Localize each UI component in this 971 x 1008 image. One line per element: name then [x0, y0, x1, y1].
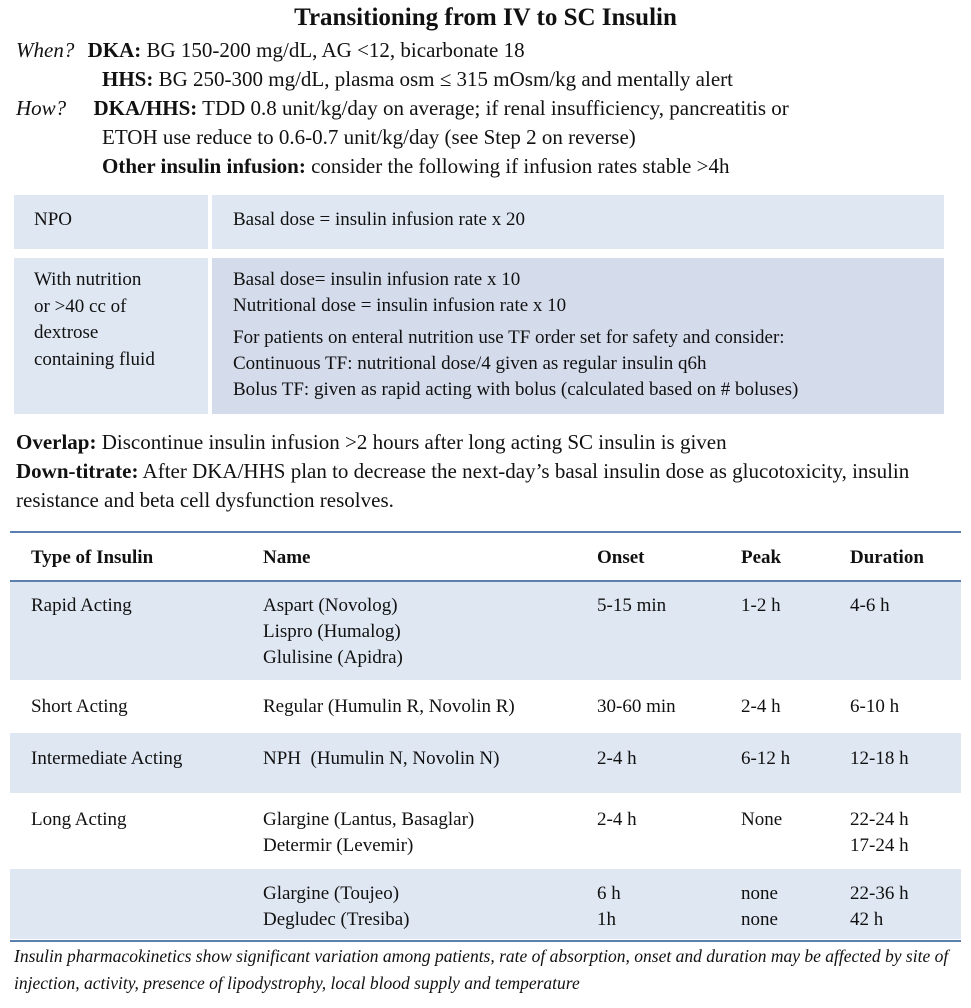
dka-hhs-term: DKA/HHS: — [93, 96, 198, 120]
nutrition-text — [233, 267, 798, 403]
overlap-text: Discontinue insulin infusion >2 hours after long acting SC insulin is given — [96, 430, 727, 454]
header-peak: Peak — [741, 547, 782, 568]
table-row — [10, 869, 961, 939]
row-short-peak: 2-4 h — [741, 696, 781, 717]
insulin-name: Glulisine (Apidra) — [263, 647, 403, 668]
how-text-1: TDD 0.8 unit/kg/day on average; if renal insufficiency, pancreatitis or — [197, 96, 789, 120]
row-ultralong-names — [263, 881, 410, 933]
header-duration: Duration — [850, 547, 924, 568]
page-title: Transitioning from IV to SC Insulin — [294, 4, 677, 31]
npo-text: Basal dose = insulin infusion rate x 20 — [233, 209, 525, 230]
row-intermediate-onset: 2-4 h — [597, 748, 637, 769]
hhs-criteria: BG 250-300 mg/dL, plasma osm ≤ 315 mOsm/kg and mentally alert — [153, 67, 733, 91]
nutrition-label-line: containing fluid — [34, 348, 155, 370]
row-rapid-names — [263, 593, 403, 671]
other-infusion-text: consider the following if infusion rates stable >4h — [305, 154, 730, 178]
row-intermediate-duration: 12-18 h — [850, 748, 909, 769]
when-line-hhs — [102, 67, 733, 92]
when-line-dka — [16, 38, 525, 63]
nutritional-dose-line: Nutritional dose = insulin infusion rate x 10 — [233, 295, 567, 316]
down-titrate-term: Down-titrate: — [16, 459, 139, 483]
table-top-rule — [10, 531, 961, 533]
row-long-peak: None — [741, 809, 783, 830]
insulin-name: Determir (Levemir) — [263, 835, 414, 856]
insulin-name: Aspart (Novolog) — [263, 595, 398, 616]
row-long-duration — [850, 807, 909, 859]
row-short-duration: 6-10 h — [850, 696, 900, 717]
nutrition-label-line: or >40 cc of — [34, 295, 127, 317]
row-intermediate-type: Intermediate Acting — [31, 748, 183, 769]
row-rapid-type: Rapid Acting — [31, 595, 132, 616]
row-long-type: Long Acting — [31, 809, 127, 830]
peak-value: none — [741, 883, 778, 904]
row-short-type: Short Acting — [31, 696, 128, 717]
how-line-1 — [16, 96, 789, 121]
insulin-name: Glargine (Lantus, Basaglar) — [263, 809, 475, 830]
insulin-name: Lispro (Humalog) — [263, 621, 401, 642]
nutrition-label — [34, 267, 155, 373]
row-ultralong-duration — [850, 881, 909, 933]
overlap-section — [16, 428, 956, 515]
dka-term: DKA: — [87, 38, 142, 62]
footnote: Insulin pharmacokinetics show significant variation among patients, rate of absorption, onset and duration may be affected by site of injection, activity, presence of lipodystrophy, local blood supply and temperature — [14, 946, 949, 993]
overlap-line — [16, 428, 956, 457]
npo-label: NPO — [34, 209, 73, 230]
row-short-name: Regular (Humulin R, Novolin R) — [263, 696, 515, 717]
how-line-2: ETOH use reduce to 0.6-0.7 unit/kg/day (see Step 2 on reverse) — [102, 125, 636, 149]
insulin-name: Degludec (Tresiba) — [263, 909, 410, 930]
table-bottom-rule — [10, 940, 961, 942]
onset-value: 6 h — [597, 883, 621, 904]
row-intermediate-name: NPH (Humulin N, Novolin N) — [263, 748, 500, 769]
nutrition-label-line: dextrose — [34, 322, 99, 343]
table-row — [10, 582, 961, 680]
row-rapid-peak: 1-2 h — [741, 595, 781, 616]
insulin-name: Glargine (Toujeo) — [263, 883, 400, 904]
bolus-tf-line: Bolus TF: given as rapid acting with bolus (calculated based on # boluses) — [233, 379, 799, 400]
down-titrate-text: After DKA/HHS plan to decrease the next-day’s basal insulin dose as glucotoxicity, insulin resistance and beta cell dysfunction resolves. — [16, 459, 910, 512]
how-line-3 — [102, 154, 729, 179]
header-type: Type of Insulin — [31, 547, 154, 568]
peak-value: none — [741, 909, 778, 930]
row-intermediate-peak: 6-12 h — [741, 748, 791, 769]
row-long-onset: 2-4 h — [597, 809, 637, 830]
continuous-tf-line: Continuous TF: nutritional dose/4 given as regular insulin q6h — [233, 353, 707, 374]
duration-value: 22-24 h — [850, 809, 909, 830]
dka-criteria: BG 150-200 mg/dL, AG <12, bicarbonate 18 — [141, 38, 525, 62]
row-ultralong-peak — [741, 881, 778, 933]
row-rapid-duration: 4-6 h — [850, 595, 890, 616]
header-name: Name — [263, 547, 311, 568]
row-short-onset: 30-60 min — [597, 696, 676, 717]
down-titrate-line — [16, 457, 956, 515]
when-label: When? — [16, 38, 75, 62]
header-onset: Onset — [597, 547, 645, 568]
overlap-term: Overlap: — [16, 430, 97, 454]
nutrition-label-line: With nutrition — [34, 269, 142, 290]
onset-value: 1h — [597, 909, 616, 930]
hhs-term: HHS: — [102, 67, 154, 91]
enteral-nutrition-line: For patients on enteral nutrition use TF order set for safety and consider: — [233, 327, 785, 348]
duration-value: 17-24 h — [850, 835, 909, 856]
duration-value: 42 h — [850, 909, 884, 930]
row-rapid-onset: 5-15 min — [597, 595, 667, 616]
other-infusion-term: Other insulin infusion: — [102, 154, 306, 178]
row-long-names — [263, 807, 474, 859]
basal-dose-line: Basal dose= insulin infusion rate x 10 — [233, 269, 521, 290]
how-label: How? — [16, 96, 67, 120]
duration-value: 22-36 h — [850, 883, 909, 904]
row-ultralong-onset — [597, 881, 621, 933]
